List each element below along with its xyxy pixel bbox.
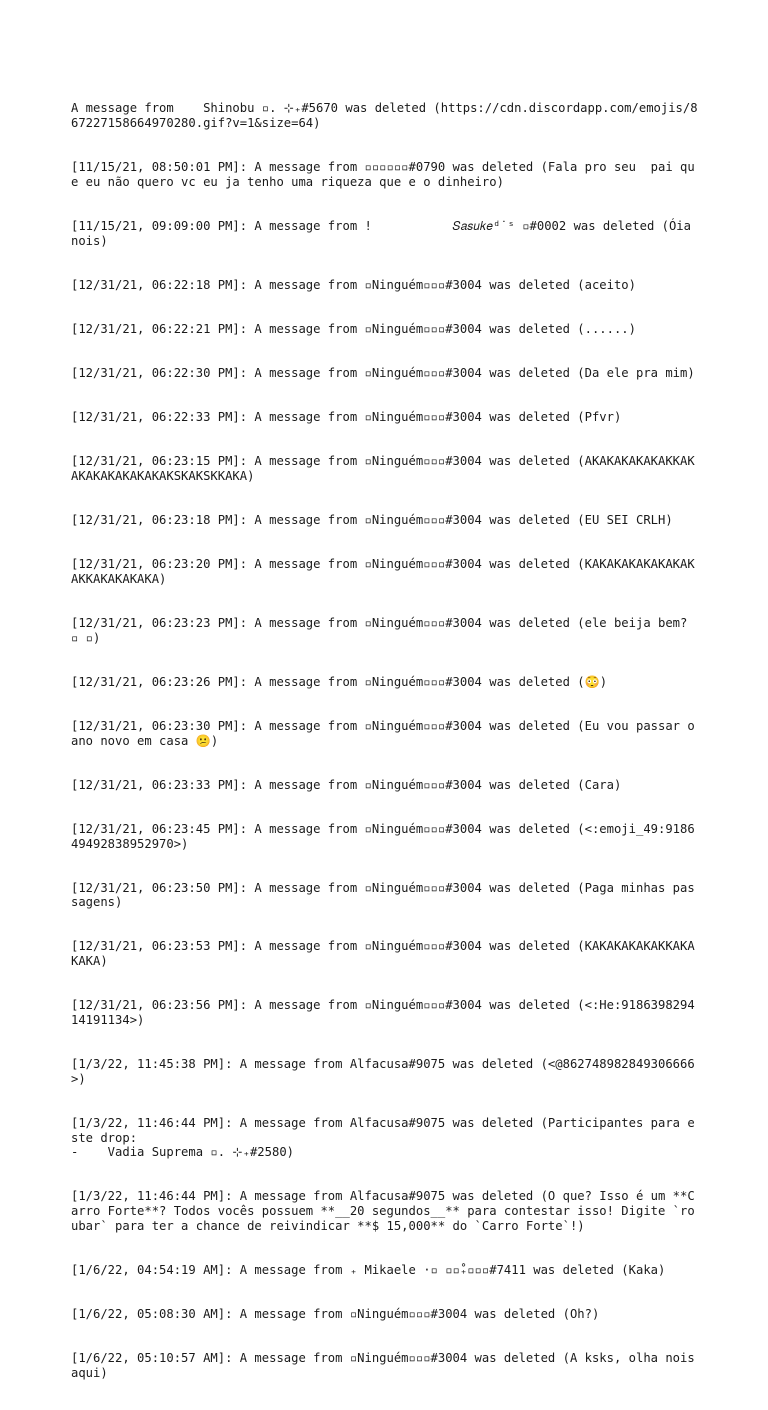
log-entry: [1/6/22, 04:54:19 AM]: A message from ₊ Mikaele ·▫ ▫▫̊₊▫▫▫#7411 was deleted (Kaka) — [71, 1262, 666, 1277]
log-entry: [12/31/21, 06:23:50 PM]: A message from ▫Ninguém▫▫▫#3004 was deleted (Paga minhas passagens) — [71, 880, 695, 910]
log-entry: [1/3/22, 11:46:44 PM]: A message from Alfacusa#9075 was deleted (O que? Isso é um **Carro Forte**? Todos vocês possuem **__20 segundos__** para contestar isso! Digite `roubar` para ter a chance de reivindicar **$ 15,000** do `Carro Forte`!) — [71, 1189, 695, 1233]
log-entry: [11/15/21, 09:09:00 PM]: A message from ! 𝑆𝑎𝑠𝑢𝑘𝑒ᵈ˙ˢ ▫#0002 was deleted (Óia nois) — [71, 219, 699, 248]
log-entry: [12/31/21, 06:22:21 PM]: A message from ▫Ninguém▫▫▫#3004 was deleted (......) — [71, 321, 636, 336]
log-entry: [12/31/21, 06:22:33 PM]: A message from ▫Ninguém▫▫▫#3004 was deleted (Pfvr) — [71, 410, 622, 425]
log-entry: [12/31/21, 06:23:45 PM]: A message from ▫Ninguém▫▫▫#3004 was deleted (<:emoji_49:918649492838952970>) — [71, 821, 695, 851]
log-entry: A message from Shinobu ▫. ⊹₊#5670 was deleted (https://cdn.discordapp.com/emojis/867227158664970280.gif?v=1&size=64) — [71, 101, 698, 131]
log-entry: [12/31/21, 06:23:20 PM]: A message from ▫Ninguém▫▫▫#3004 was deleted (KAKAKAKAKAKAKAKAKKAKAKAKAKA) — [71, 557, 695, 586]
log-entry: [1/3/22, 11:45:38 PM]: A message from Alfacusa#9075 was deleted (<@862748982849306666>) — [71, 1057, 695, 1086]
log-entry: [12/31/21, 06:23:30 PM]: A message from ▫Ninguém▫▫▫#3004 was deleted (Eu vou passar o ano novo em casa 😕) — [71, 718, 703, 748]
log-entry: [11/15/21, 08:50:01 PM]: A message from ▫▫▫▫▫▫#0790 was deleted (Fala pro seu pai que eu não quero vc eu ja tenho uma riqueza que e o dinheiro) — [71, 160, 695, 189]
log-entry: [1/6/22, 05:10:57 AM]: A message from ▫Ninguém▫▫▫#3004 was deleted (A ksks, olha nois aqui) — [71, 1351, 703, 1380]
log-entry: [12/31/21, 06:23:23 PM]: A message from ▫Ninguém▫▫▫#3004 was deleted (ele beija bem? ▫ ▫) — [71, 616, 695, 645]
log-entry: [1/3/22, 11:46:44 PM]: A message from Alfacusa#9075 was deleted (Participantes para este drop: - Vadia Suprema ▫. ⊹₊#2580) — [71, 1115, 695, 1160]
log-entry: [12/31/21, 06:23:18 PM]: A message from ▫Ninguém▫▫▫#3004 was deleted (EU SEI CRLH) — [71, 513, 673, 528]
deleted-messages-log — [71, 72, 701, 1410]
log-entry: [12/31/21, 06:23:26 PM]: A message from ▫Ninguém▫▫▫#3004 was deleted (😳) — [71, 674, 608, 689]
log-entry: [12/31/21, 06:23:33 PM]: A message from ▫Ninguém▫▫▫#3004 was deleted (Cara) — [71, 777, 622, 792]
log-entry: [12/31/21, 06:23:15 PM]: A message from ▫Ninguém▫▫▫#3004 was deleted (AKAKAKAKAKAKKAKAKAKAKAKAKAKAKSKAKSKKAKA) — [71, 454, 695, 483]
log-entry: [12/31/21, 06:23:56 PM]: A message from ▫Ninguém▫▫▫#3004 was deleted (<:He:918639829414191134>) — [71, 998, 695, 1027]
log-entry: [12/31/21, 06:22:18 PM]: A message from ▫Ninguém▫▫▫#3004 was deleted (aceito) — [71, 277, 636, 292]
log-entry: [12/31/21, 06:22:30 PM]: A message from ▫Ninguém▫▫▫#3004 was deleted (Da ele pra mim) — [71, 366, 695, 381]
log-entry: [12/31/21, 06:23:53 PM]: A message from ▫Ninguém▫▫▫#3004 was deleted (KAKAKAKAKAKKAKAKAKA) — [71, 939, 695, 969]
log-entry: [1/6/22, 05:08:30 AM]: A message from ▫Ninguém▫▫▫#3004 was deleted (Oh?) — [71, 1307, 600, 1322]
